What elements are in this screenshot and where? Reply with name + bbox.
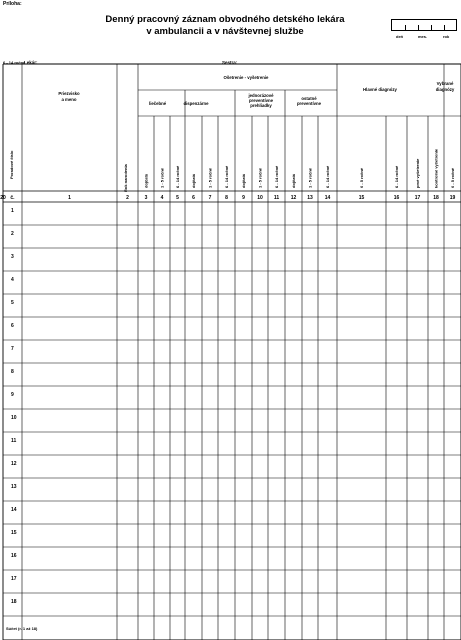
form-title-line2: v ambulancii a v návštevnej službe — [146, 26, 304, 37]
column-label-9: dojčatá — [241, 173, 246, 188]
column-number: 19 — [449, 195, 456, 201]
column-number: 2 — [126, 195, 129, 201]
column-number: 8 — [225, 195, 228, 201]
row-number: 6 — [11, 323, 14, 329]
row-number: 9 — [11, 392, 14, 398]
other-header-line2: preventívne — [296, 101, 322, 106]
birth-year-header: Rok narodenia — [123, 164, 128, 192]
column-number: 7 — [208, 195, 212, 201]
column-label-19: 0 - 5 ročné — [450, 167, 455, 188]
column-label-17: prvé vyšetrenie — [415, 158, 420, 188]
row-number: 15 — [11, 530, 17, 536]
main-diagnoses-header: Hlavné diagnózy — [363, 87, 397, 92]
column-label-3: dojčatá — [143, 173, 149, 188]
column-label-14: 6 - 14 ročné — [325, 165, 330, 188]
treatment-header: Ošetrenie - vyšetrenie — [223, 75, 269, 80]
row-number: 17 — [11, 576, 17, 582]
row-number: 13 — [11, 484, 17, 490]
column-label-16: 6 - 14 ročné — [394, 165, 399, 188]
column-number: 16 — [393, 195, 400, 201]
column-number: 5 — [176, 195, 179, 201]
selected-diagnoses-header-line1: Vybrané — [436, 81, 454, 86]
total-row-label: Súčet (r. 1 až 18) — [6, 626, 38, 631]
attachment-label: Príloha: — [3, 1, 22, 7]
column-label-7: 1 - 5 ročné — [207, 167, 213, 188]
row-number: 11 — [11, 438, 17, 444]
table-grid — [3, 64, 461, 640]
column-number: 15 — [358, 195, 365, 201]
doctor-label: Lekár: — [24, 60, 38, 65]
form-title — [95, 14, 355, 38]
date-year-label: rok — [443, 34, 450, 39]
onetime-header-line3: prehliadky — [250, 103, 272, 108]
row-number: 16 — [11, 553, 17, 559]
date-divider — [431, 25, 432, 30]
name-header-line1: Priezvisko — [58, 91, 80, 96]
column-label-8: 6 - 14 ročné — [224, 165, 229, 188]
date-day-label: deň — [396, 34, 404, 39]
row-number: 18 — [11, 599, 17, 605]
order-number-header: Poradové číslo — [9, 150, 14, 179]
column-label-5: 6 - 14 ročné — [175, 165, 180, 188]
nurse-label: Sestra: — [222, 60, 238, 65]
name-header-line2: a meno — [61, 97, 77, 102]
column-number: 18 — [433, 195, 439, 201]
column-number: 3 — [144, 195, 148, 201]
row-number: 8 — [11, 369, 14, 375]
row-number: 1 — [11, 208, 14, 214]
curative-header: liečebné — [149, 101, 167, 106]
column-number: 4 — [160, 195, 164, 201]
column-label-15: 0 - 5 ročné — [359, 167, 364, 188]
row-number: 4 — [11, 277, 14, 283]
column-number: 14 — [324, 195, 331, 201]
column-number: 11 — [273, 195, 280, 201]
date-divider — [418, 25, 419, 30]
row-number: 12 — [11, 461, 17, 467]
onetime-header-line2: preventívne — [248, 98, 274, 103]
date-divider — [405, 25, 406, 30]
date-month-label: mes. — [418, 34, 428, 39]
column-number: 1 — [68, 195, 71, 201]
form-title-line1: Denný pracovný záznam obvodného detského lekára — [105, 14, 345, 25]
row-number: 10 — [11, 415, 17, 421]
row-number: 3 — [11, 254, 14, 260]
column-label-11: 6 - 14 ročné — [274, 165, 279, 188]
column-label-4: 1 - 5 ročné — [159, 167, 165, 188]
other-header-line1: ostatné — [301, 96, 317, 101]
column-number: 6 — [192, 195, 195, 201]
column-number: 13 — [307, 195, 313, 201]
date-field[interactable] — [391, 19, 457, 31]
column-number: 20 — [0, 195, 6, 201]
column-label-12: dojčatá — [291, 173, 296, 188]
column-number: č. — [10, 195, 15, 201]
column-label-10: 1 - 5 ročné — [257, 167, 263, 188]
date-divider — [444, 25, 445, 30]
column-number: 17 — [414, 195, 421, 201]
row-number: 2 — [11, 231, 14, 237]
column-number: 9 — [242, 195, 245, 201]
column-label-20: 6 - 14 ročné — [3, 60, 26, 65]
row-number: 5 — [11, 300, 14, 306]
selected-diagnoses-header-line2: diagnózy — [435, 87, 455, 92]
onetime-header-line1: jednorázové — [248, 93, 274, 98]
dispensary-header: dispenzárne — [183, 101, 209, 106]
column-label-18: kontrolné vyšetrenie — [433, 148, 439, 188]
column-number: 10 — [257, 195, 263, 201]
column-number: 12 — [290, 195, 297, 201]
column-label-13: 1 - 5 ročné — [307, 167, 313, 188]
column-label-6: dojčatá — [191, 173, 196, 188]
row-number: 7 — [11, 346, 14, 352]
row-number: 14 — [11, 507, 17, 513]
